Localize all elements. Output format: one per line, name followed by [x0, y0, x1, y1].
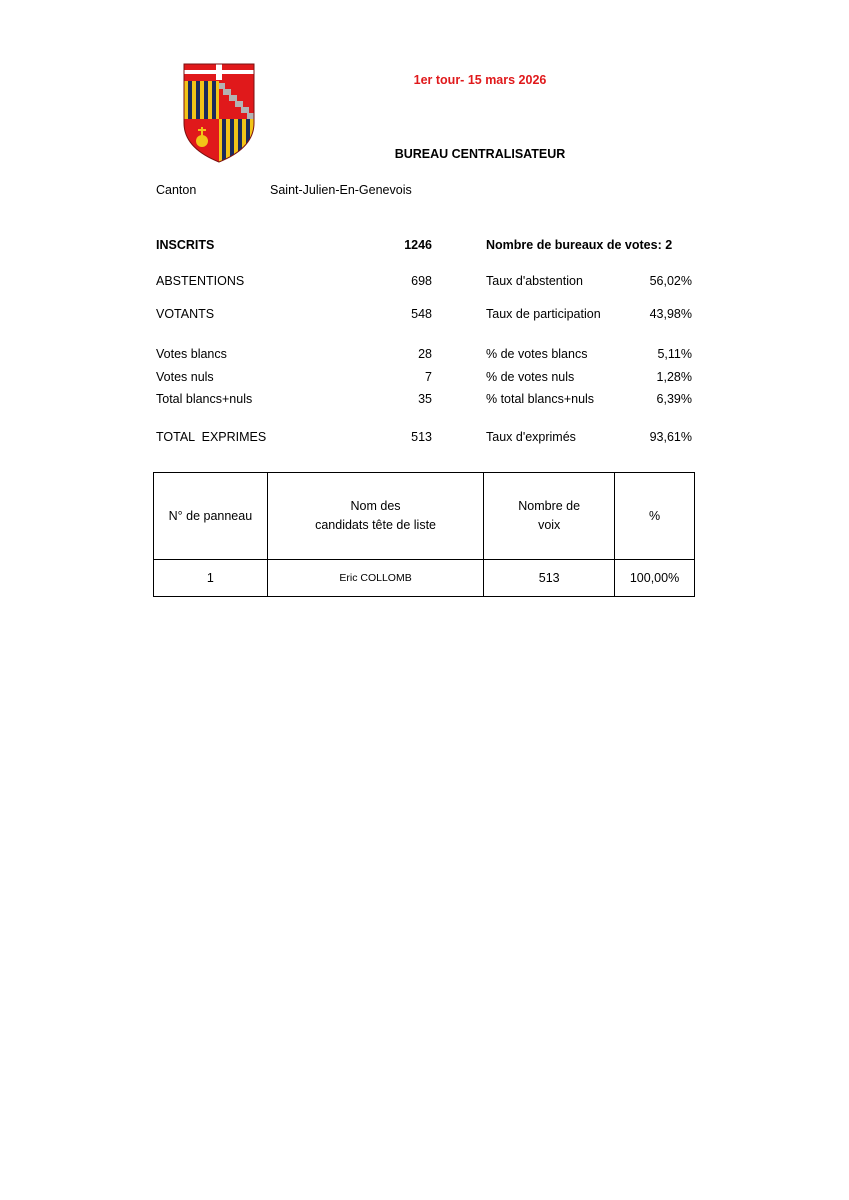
cell-candidate-name: Eric COLLOMB — [267, 560, 484, 597]
header-panneau: N° de panneau — [154, 473, 268, 560]
canton-label: Canton — [156, 183, 197, 197]
election-round-title: 1er tour- 15 mars 2026 — [413, 73, 547, 87]
inscrits-label: INSCRITS — [156, 238, 215, 252]
nb-bureaux: Nombre de bureaux de votes: 2 — [486, 238, 673, 252]
coat-of-arms-logo — [183, 63, 255, 163]
exprimes-value: 513 — [411, 430, 432, 444]
abstentions-value: 698 — [411, 274, 432, 288]
blancs-rate-label: % de votes blancs — [486, 347, 588, 361]
exprimes-rate-label: Taux d'exprimés — [486, 430, 576, 444]
cell-pct: 100,00% — [615, 560, 695, 597]
blancs-nuls-rate: 6,39% — [656, 392, 692, 406]
exprimes-label: TOTAL EXPRIMES — [156, 430, 267, 444]
nuls-value: 7 — [425, 370, 432, 384]
table-row — [154, 560, 695, 597]
canton-value: Saint-Julien-En-Genevois — [270, 183, 412, 197]
exprimes-rate: 93,61% — [649, 430, 692, 444]
header-pct: % — [615, 473, 695, 560]
participation-rate: 43,98% — [649, 307, 692, 321]
header-voix: Nombre de voix — [484, 473, 615, 560]
abstentions-label: ABSTENTIONS — [156, 274, 245, 288]
blancs-rate: 5,11% — [657, 347, 692, 361]
inscrits-value: 1246 — [404, 238, 432, 252]
abstention-rate: 56,02% — [649, 274, 692, 288]
nuls-rate: 1,28% — [656, 370, 692, 384]
abstention-rate-label: Taux d'abstention — [486, 274, 583, 288]
blancs-value: 28 — [418, 347, 432, 361]
results-table — [153, 472, 695, 597]
blancs-nuls-value: 35 — [418, 392, 432, 406]
table-header-row — [154, 473, 695, 560]
nuls-label: Votes nuls — [156, 370, 214, 384]
cell-panneau: 1 — [154, 560, 268, 597]
votants-value: 548 — [411, 307, 432, 321]
blancs-nuls-label: Total blancs+nuls — [156, 392, 253, 406]
nuls-rate-label: % de votes nuls — [486, 370, 575, 384]
blancs-nuls-rate-label: % total blancs+nuls — [486, 392, 595, 406]
header-nom: Nom des candidats tête de liste — [267, 473, 484, 560]
participation-rate-label: Taux de participation — [486, 307, 601, 321]
votants-label: VOTANTS — [156, 307, 215, 321]
bureau-title: BUREAU CENTRALISATEUR — [394, 147, 566, 161]
cell-voix: 513 — [484, 560, 615, 597]
blancs-label: Votes blancs — [156, 347, 227, 361]
